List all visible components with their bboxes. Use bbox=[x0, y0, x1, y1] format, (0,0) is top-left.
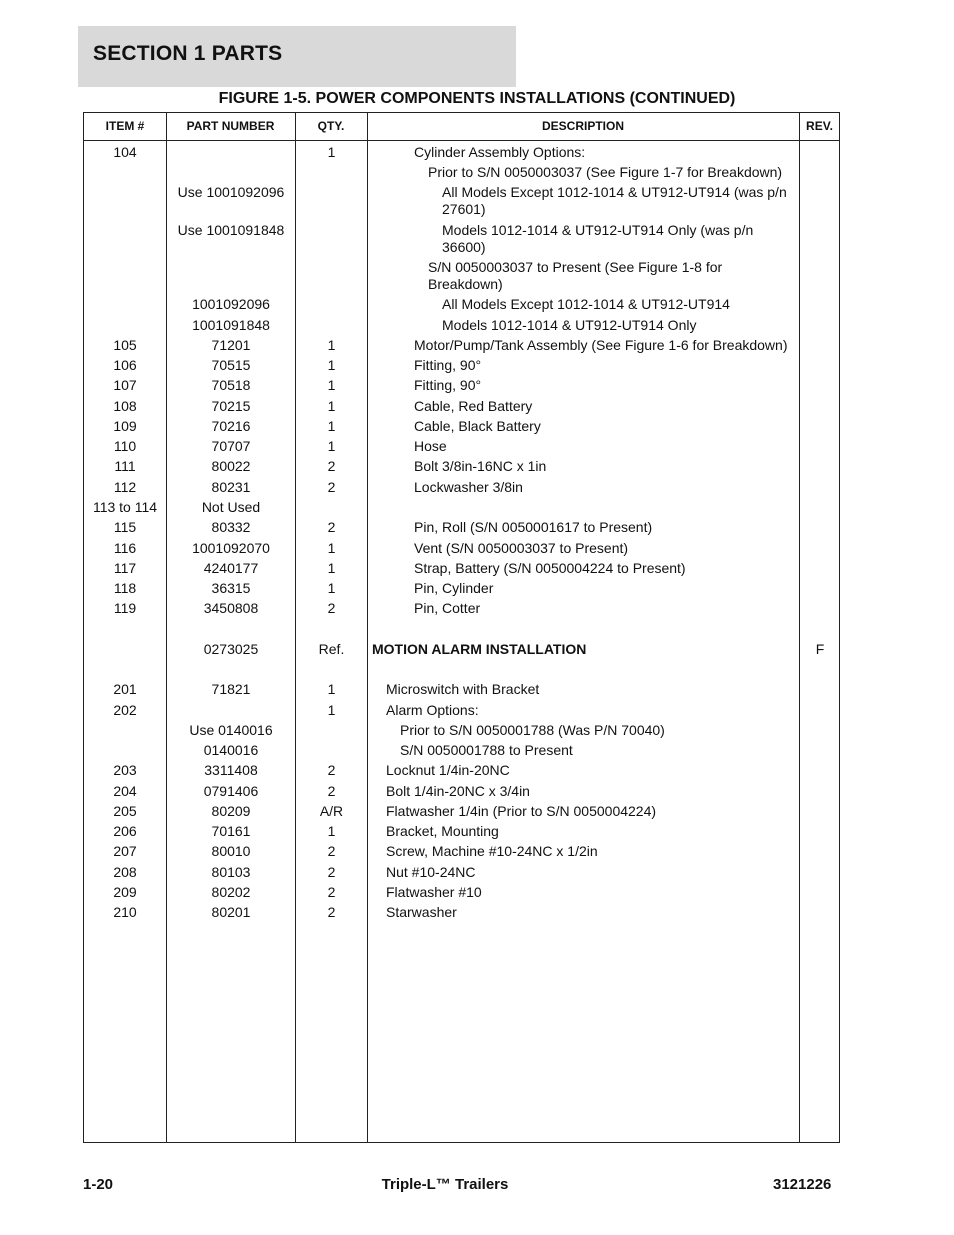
item-number: 109 bbox=[113, 418, 137, 434]
table-row bbox=[84, 722, 839, 742]
description: Hose bbox=[414, 438, 447, 454]
quantity: 2 bbox=[327, 884, 336, 900]
part-number: 1001092070 bbox=[192, 540, 270, 556]
part-number: 70216 bbox=[211, 418, 251, 434]
part-number: Use 0140016 bbox=[189, 722, 273, 738]
quantity: 2 bbox=[327, 458, 336, 474]
item-number: 210 bbox=[113, 904, 137, 920]
description: All Models Except 1012-1014 & UT912-UT914 (was p/n 27601) bbox=[442, 184, 787, 217]
description: Prior to S/N 0050003037 (See Figure 1-7 for Breakdown) bbox=[428, 164, 783, 180]
description: Cable, Red Battery bbox=[414, 398, 533, 414]
quantity: 1 bbox=[327, 823, 336, 839]
item-number: 204 bbox=[113, 783, 137, 799]
table-row bbox=[84, 580, 839, 600]
item-number: 113 to 114 bbox=[92, 499, 158, 515]
item-number: 116 bbox=[113, 540, 137, 556]
part-number: 80103 bbox=[211, 864, 251, 880]
section-banner bbox=[78, 26, 516, 87]
item-number: 206 bbox=[113, 823, 137, 839]
table-row bbox=[84, 499, 839, 519]
quantity: 1 bbox=[327, 580, 336, 596]
description: All Models Except 1012-1014 & UT912-UT914 bbox=[442, 296, 730, 312]
table-row bbox=[84, 742, 839, 762]
page-number: 1-20 bbox=[83, 1176, 114, 1193]
table-row bbox=[84, 458, 839, 479]
quantity: 2 bbox=[327, 904, 336, 920]
part-number: Use 1001091848 bbox=[177, 222, 285, 238]
header-rev: REV. bbox=[806, 119, 833, 133]
table-row bbox=[84, 803, 839, 823]
description: Cylinder Assembly Options: bbox=[414, 144, 586, 160]
table-row bbox=[84, 702, 839, 722]
parts-table bbox=[83, 112, 840, 1143]
part-number: 80332 bbox=[211, 519, 251, 535]
item-number: 119 bbox=[113, 600, 137, 616]
header-part-number: PART NUMBER bbox=[186, 119, 275, 133]
part-number: 70707 bbox=[211, 438, 251, 454]
item-number: 207 bbox=[113, 843, 137, 859]
quantity: 2 bbox=[327, 783, 336, 799]
figure-title: FIGURE 1-5. POWER COMPONENTS INSTALLATIONS (CONTINUED) bbox=[218, 90, 736, 107]
section-title: SECTION 1 PARTS bbox=[93, 42, 283, 65]
description: Strap, Battery (S/N 0050004224 to Present) bbox=[414, 560, 686, 576]
description: Nut #10-24NC bbox=[386, 864, 476, 880]
description: Bolt 1/4in-20NC x 3/4in bbox=[386, 783, 530, 799]
table-row bbox=[84, 783, 839, 803]
part-number: 0140016 bbox=[203, 742, 259, 758]
description: Screw, Machine #10-24NC x 1/2in bbox=[386, 843, 598, 859]
table-row bbox=[84, 337, 839, 357]
quantity: 1 bbox=[327, 398, 336, 414]
revision: F bbox=[815, 641, 825, 657]
item-number: 203 bbox=[113, 762, 137, 778]
description: Pin, Cylinder bbox=[414, 580, 494, 596]
item-number: 118 bbox=[113, 580, 137, 596]
quantity: 2 bbox=[327, 843, 336, 859]
part-number: Not Used bbox=[201, 499, 261, 515]
part-number: 80022 bbox=[211, 458, 251, 474]
document-number: 3121226 bbox=[773, 1176, 832, 1193]
description: Locknut 1/4in-20NC bbox=[386, 762, 510, 778]
table-header bbox=[84, 113, 839, 141]
quantity: Ref. bbox=[318, 641, 345, 657]
quantity: 2 bbox=[327, 479, 336, 495]
table-row bbox=[84, 681, 839, 702]
description: MOTION ALARM INSTALLATION bbox=[372, 641, 587, 657]
item-number: 112 bbox=[113, 479, 137, 495]
description: Motor/Pump/Tank Assembly (See Figure 1-6 for Breakdown) bbox=[414, 337, 788, 353]
item-number: 106 bbox=[113, 357, 137, 373]
description: Pin, Roll (S/N 0050001617 to Present) bbox=[414, 519, 653, 535]
part-number: 70215 bbox=[211, 398, 251, 414]
part-number: 71201 bbox=[211, 337, 251, 353]
description: Fitting, 90° bbox=[414, 377, 482, 393]
part-number: 1001091848 bbox=[192, 317, 270, 333]
part-number: 80010 bbox=[211, 843, 251, 859]
table-row bbox=[84, 762, 839, 783]
table-row bbox=[84, 438, 839, 458]
item-number: 108 bbox=[113, 398, 137, 414]
description: Bolt 3/8in-16NC x 1in bbox=[414, 458, 547, 474]
item-number: 111 bbox=[114, 458, 136, 474]
item-number: 117 bbox=[113, 560, 137, 576]
description: S/N 0050003037 to Present (See Figure 1-8 for Breakdown) bbox=[428, 259, 723, 292]
quantity: 2 bbox=[327, 864, 336, 880]
table-row bbox=[84, 418, 839, 438]
table-row bbox=[84, 560, 839, 580]
header-qty: QTY. bbox=[317, 119, 345, 133]
description: Alarm Options: bbox=[386, 702, 479, 718]
description: Models 1012-1014 & UT912-UT914 Only bbox=[442, 317, 697, 333]
table-row bbox=[84, 317, 839, 337]
part-number: 70161 bbox=[211, 823, 251, 839]
item-number: 104 bbox=[113, 144, 137, 160]
quantity: 2 bbox=[327, 519, 336, 535]
table-row bbox=[84, 377, 839, 398]
part-number: Use 1001092096 bbox=[177, 184, 285, 200]
table-body bbox=[84, 140, 839, 924]
table-row bbox=[84, 259, 839, 296]
part-number: 71821 bbox=[211, 681, 251, 697]
item-number: 205 bbox=[113, 803, 137, 819]
header-description: DESCRIPTION bbox=[541, 119, 624, 133]
part-number: 1001092096 bbox=[192, 296, 270, 312]
description: Cable, Black Battery bbox=[414, 418, 541, 434]
table-row bbox=[84, 222, 839, 259]
quantity: 1 bbox=[327, 540, 336, 556]
quantity: 1 bbox=[327, 377, 336, 393]
part-number: 3450808 bbox=[203, 600, 259, 616]
part-number: 0791406 bbox=[203, 783, 259, 799]
part-number: 4240177 bbox=[203, 560, 259, 576]
description: Bracket, Mounting bbox=[386, 823, 499, 839]
item-number: 209 bbox=[113, 884, 137, 900]
quantity: 1 bbox=[327, 702, 336, 718]
table-row bbox=[84, 540, 839, 560]
description: Lockwasher 3/8in bbox=[414, 479, 523, 495]
item-number: 201 bbox=[113, 681, 137, 697]
part-number: 0273025 bbox=[203, 641, 259, 657]
table-row bbox=[84, 296, 839, 317]
part-number: 70518 bbox=[211, 377, 251, 393]
quantity: 1 bbox=[327, 144, 336, 160]
table-row bbox=[84, 843, 839, 864]
quantity: 2 bbox=[327, 762, 336, 778]
table-row bbox=[84, 823, 839, 843]
quantity: 1 bbox=[327, 357, 336, 373]
table-row bbox=[84, 904, 839, 924]
item-number: 107 bbox=[113, 377, 137, 393]
table-row bbox=[84, 641, 839, 681]
quantity: 1 bbox=[327, 560, 336, 576]
table-row bbox=[84, 479, 839, 499]
description: Fitting, 90° bbox=[414, 357, 482, 373]
table-row bbox=[84, 184, 839, 222]
table-row bbox=[84, 884, 839, 904]
description: Pin, Cotter bbox=[414, 600, 481, 616]
part-number: 36315 bbox=[211, 580, 251, 596]
quantity: 1 bbox=[327, 438, 336, 454]
table-row bbox=[84, 600, 839, 641]
quantity: 1 bbox=[327, 418, 336, 434]
item-number: 115 bbox=[113, 519, 137, 535]
table-row bbox=[84, 140, 839, 164]
item-number: 105 bbox=[113, 337, 137, 353]
part-number: 80209 bbox=[211, 803, 251, 819]
table-row bbox=[84, 164, 839, 184]
description: Vent (S/N 0050003037 to Present) bbox=[414, 540, 629, 556]
product-name: Triple-L™ Trailers bbox=[381, 1176, 509, 1193]
quantity: A/R bbox=[319, 803, 344, 819]
description: S/N 0050001788 to Present bbox=[400, 742, 573, 758]
item-number: 110 bbox=[113, 438, 137, 454]
quantity: 2 bbox=[327, 600, 336, 616]
item-number: 208 bbox=[113, 864, 137, 880]
part-number: 80202 bbox=[211, 884, 251, 900]
description: Flatwasher 1/4in (Prior to S/N 0050004224) bbox=[386, 803, 657, 819]
description: Prior to S/N 0050001788 (Was P/N 70040) bbox=[400, 722, 665, 738]
part-number: 70515 bbox=[211, 357, 251, 373]
description: Flatwasher #10 bbox=[386, 884, 482, 900]
part-number: 80201 bbox=[211, 904, 251, 920]
quantity: 1 bbox=[327, 681, 336, 697]
description: Starwasher bbox=[386, 904, 457, 920]
description: Microswitch with Bracket bbox=[386, 681, 540, 697]
description: Models 1012-1014 & UT912-UT914 Only (was p/n 36600) bbox=[442, 222, 754, 255]
item-number: 202 bbox=[113, 702, 137, 718]
table-row bbox=[84, 398, 839, 418]
quantity: 1 bbox=[327, 337, 336, 353]
header-item: ITEM # bbox=[105, 119, 145, 133]
table-row bbox=[84, 864, 839, 884]
table-row bbox=[84, 357, 839, 377]
part-number: 3311408 bbox=[204, 762, 258, 778]
part-number: 80231 bbox=[211, 479, 251, 495]
table-row bbox=[84, 519, 839, 540]
